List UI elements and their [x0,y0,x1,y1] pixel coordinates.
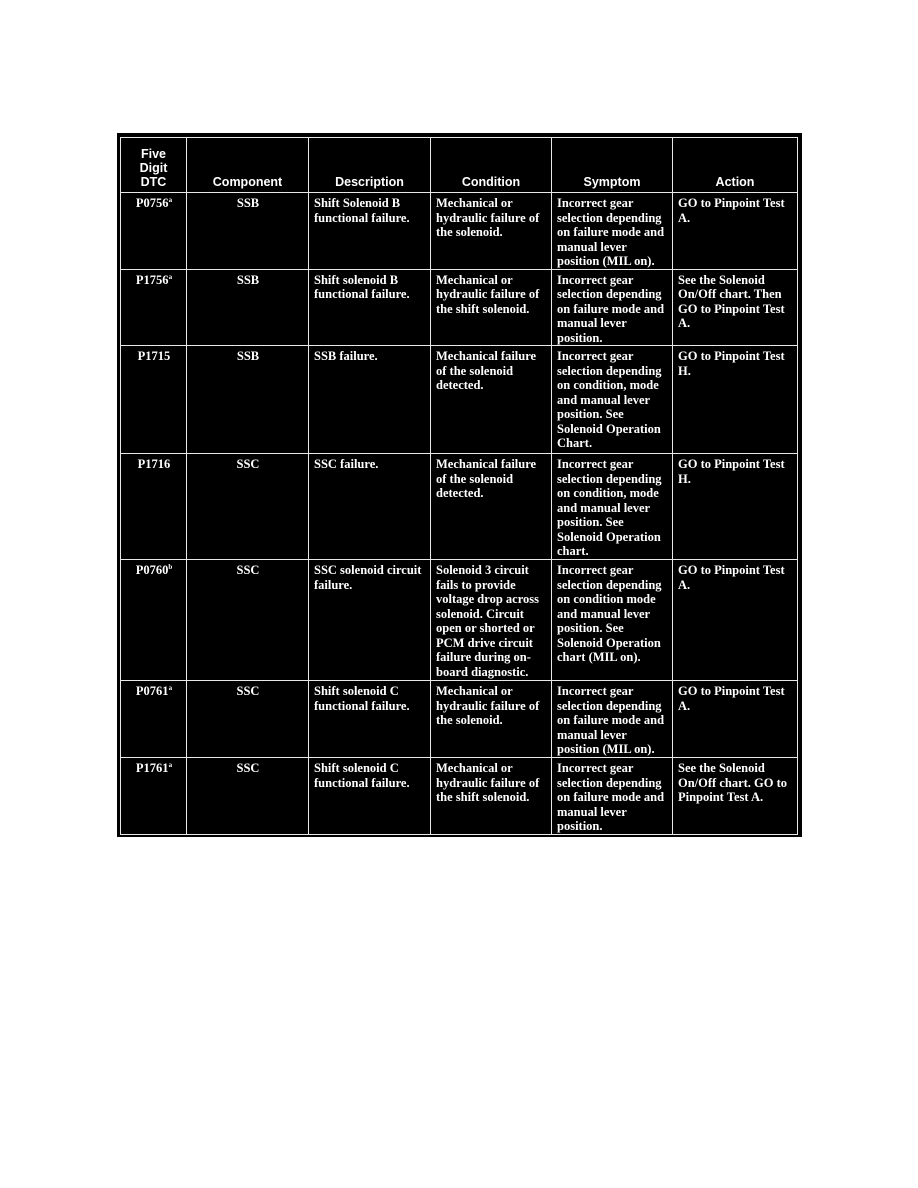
symptom-cell: Incorrect gear selection depending on failure mode and manual lever position (MIL on). [552,193,673,270]
footnote-marker: b [168,562,173,571]
action-cell: See the Solenoid On/Off chart. GO to Pinpoint Test A. [673,758,798,835]
dtc-code-cell: P0761$^a$ [121,681,187,758]
dtc-code-cell: P1761$^a$ [121,758,187,835]
action-cell: See the Solenoid On/Off chart. Then GO to Pinpoint Test A. [673,269,798,346]
symptom-cell: Incorrect gear selection depending on condition, mode and manual lever position. See Solenoid Operation Chart. [552,346,673,454]
condition-cell: Mechanical or hydraulic failure of the shift solenoid. [431,758,552,835]
component-cell: SSC [187,560,309,681]
dtc-code-cell: P1716 [121,454,187,560]
condition-cell: Mechanical failure of the solenoid detected. [431,454,552,560]
dtc-code-cell: P0760$^b$ [121,560,187,681]
description-cell: SSC failure. [309,454,431,560]
table-row [121,681,798,758]
symptom-cell: Incorrect gear selection depending on condition mode and manual lever position. See Solenoid Operation chart (MIL on). [552,560,673,681]
table-header-row [121,138,798,193]
condition-cell: Mechanical or hydraulic failure of the shift solenoid. [431,269,552,346]
header-condition: Condition [431,138,552,193]
component-cell: SSB [187,193,309,270]
action-cell: GO to Pinpoint Test H. [673,346,798,454]
component-cell: SSC [187,681,309,758]
description-cell: SSC solenoid circuit failure. [309,560,431,681]
component-cell: SSB [187,269,309,346]
action-cell: GO to Pinpoint Test A. [673,193,798,270]
component-cell: SSC [187,454,309,560]
dtc-code-cell: P1756$^a$ [121,269,187,346]
symptom-cell: Incorrect gear selection depending on failure mode and manual lever position. [552,758,673,835]
header-component: Component [187,138,309,193]
table-row [121,269,798,346]
condition-cell: Solenoid 3 circuit fails to provide voltage drop across solenoid. Circuit open or shorted or PCM drive circuit failure during on-board diagnostic. [431,560,552,681]
table-row [121,758,798,835]
symptom-cell: Incorrect gear selection depending on failure mode and manual lever position (MIL on). [552,681,673,758]
footnote-marker: a [168,272,173,281]
header-symptom: Symptom [552,138,673,193]
description-cell: SSB failure. [309,346,431,454]
condition-cell: Mechanical or hydraulic failure of the solenoid. [431,681,552,758]
component-cell: SSB [187,346,309,454]
description-cell: Shift Solenoid B functional failure. [309,193,431,270]
component-cell: SSC [187,758,309,835]
symptom-cell: Incorrect gear selection depending on failure mode and manual lever position. [552,269,673,346]
action-cell: GO to Pinpoint Test H. [673,454,798,560]
header-action: Action [673,138,798,193]
header-dtc: Five Digit DTC [121,138,187,193]
table-row [121,193,798,270]
header-description: Description [309,138,431,193]
table-row [121,560,798,681]
description-cell: Shift solenoid C functional failure. [309,758,431,835]
dtc-code-cell: P1715 [121,346,187,454]
action-cell: GO to Pinpoint Test A. [673,681,798,758]
description-cell: Shift solenoid B functional failure. [309,269,431,346]
dtc-code-cell: P0756$^a$ [121,193,187,270]
dtc-table [120,137,798,835]
footnote-marker: a [168,195,173,204]
dtc-table-container [117,133,802,837]
table-row [121,454,798,560]
condition-cell: Mechanical failure of the solenoid detected. [431,346,552,454]
footnote-marker: a [168,760,173,769]
description-cell: Shift solenoid C functional failure. [309,681,431,758]
condition-cell: Mechanical or hydraulic failure of the solenoid. [431,193,552,270]
table-row [121,346,798,454]
symptom-cell: Incorrect gear selection depending on condition, mode and manual lever position. See Solenoid Operation chart. [552,454,673,560]
footnote-marker: a [168,683,173,692]
action-cell: GO to Pinpoint Test A. [673,560,798,681]
